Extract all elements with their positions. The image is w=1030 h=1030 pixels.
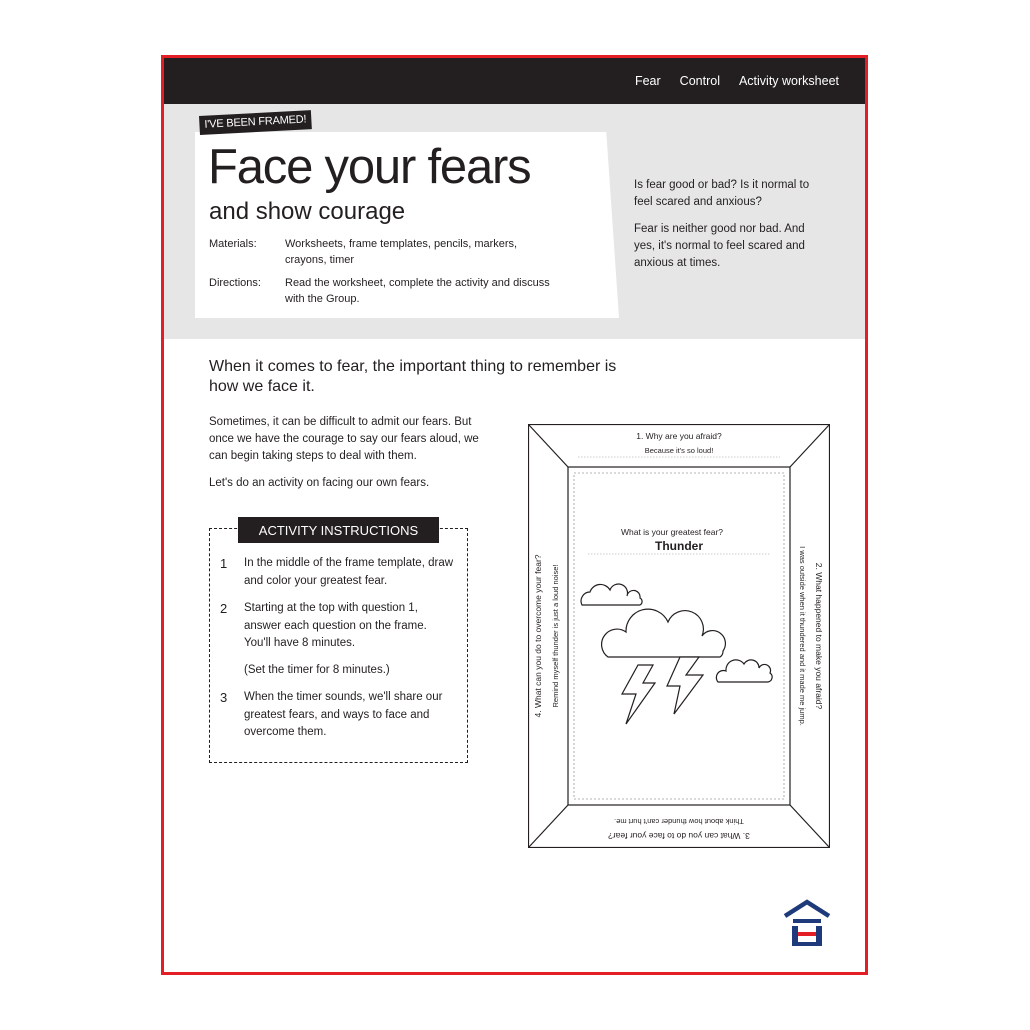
top-bar — [164, 58, 865, 104]
step-number: 2 — [220, 601, 228, 616]
step-number: 3 — [220, 690, 228, 705]
activity-instructions-box — [209, 522, 468, 763]
activity-heading: ACTIVITY INSTRUCTIONS — [238, 517, 439, 543]
step-text: In the middle of the frame template, draw and color your greatest fear. — [244, 557, 454, 587]
nav-item-activity-worksheet: Activity worksheet — [738, 74, 839, 88]
sidebar-question: Is fear good or bad? Is it normal to feel scared and anxious? — [634, 179, 810, 208]
center-answer: Thunder — [655, 539, 703, 553]
topic-nav — [635, 58, 839, 104]
frame-question-4: 4. What can you do to overcome your fear? — [533, 554, 543, 718]
intro-paragraph-2: Let's do an activity on facing our own fears. — [209, 477, 430, 489]
frame-answer-2: I was outside when it thundered and it made me jump. — [798, 546, 807, 726]
frame-question-3: 3. What can you do to face your fear? — [608, 831, 750, 841]
frame-answer-1: Because it's so loud! — [644, 446, 714, 455]
step-text: Starting at the top with question 1, answer each question on the frame. You'll have 8 minutes. — [244, 602, 427, 649]
tag-badge: I'VE BEEN FRAMED! — [199, 110, 312, 135]
materials-value: Worksheets, frame templates, pencils, markers, crayons, timer — [285, 238, 518, 266]
hero-sidebar — [634, 177, 819, 282]
intro-text — [209, 414, 479, 502]
nav-item-fear: Fear — [634, 74, 661, 88]
frame-answer-3: Think about how thunder can't hurt me. — [614, 817, 744, 826]
directions-label: Directions: — [209, 277, 261, 289]
sidebar-answer: Fear is neither good nor bad. And yes, it's normal to feel scared and anxious at times. — [634, 223, 805, 269]
worksheet-page — [161, 55, 868, 975]
materials-label: Materials: — [209, 238, 257, 250]
lead-heading: When it comes to fear, the important thing to remember is how we face it. — [209, 358, 617, 395]
directions-value: Read the worksheet, complete the activity and discuss with the Group. — [285, 277, 550, 305]
step-text: When the timer sounds, we'll share our greatest fears, and ways to face and overcome them. — [244, 691, 443, 738]
page-title: Face your fears — [208, 140, 531, 194]
step-note-text: (Set the timer for 8 minutes.) — [244, 664, 390, 676]
intro-paragraph-1: Sometimes, it can be difficult to admit our fears. But once we have the courage to say our fears aloud, we can begin taking steps to deal with them. — [209, 416, 479, 462]
nav-item-control: Control — [679, 74, 720, 88]
frame-template — [528, 424, 830, 848]
frame-question-1: 1. Why are you afraid? — [636, 431, 722, 441]
hero-section — [164, 104, 865, 339]
page-subtitle: and show courage — [209, 198, 406, 225]
house-logo-icon — [783, 899, 831, 949]
center-question: What is your greatest fear? — [620, 527, 724, 537]
step-number: 1 — [220, 556, 228, 571]
frame-question-2: 2. What happened to make you afraid? — [814, 562, 824, 710]
frame-answer-4: Remind myself thunder is just a loud noise! — [551, 564, 560, 708]
